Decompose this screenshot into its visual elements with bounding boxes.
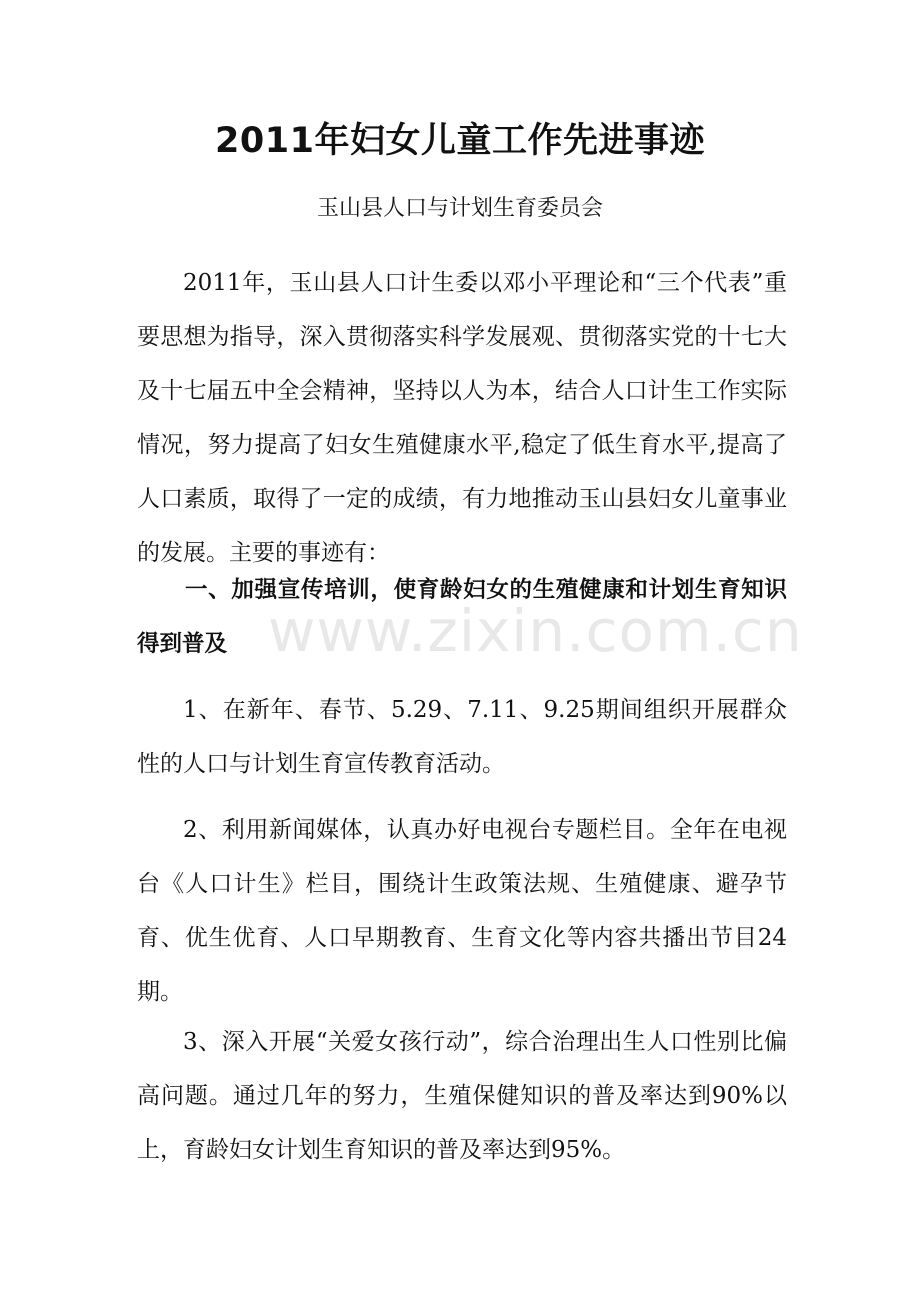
item-paragraph-2: 2、利用新闻媒体，认真办好电视台专题栏目。全年在电视台《人口计生》栏目，围绕计生政策法规、生殖健康、避孕节育、优生优育、人口早期教育、生育文化等内容共播出节目24期。: [137, 817, 787, 1005]
watermark-text: www.zixin.com.cn: [268, 597, 803, 665]
intro-paragraph: 2011年，玉山县人口计生委以邓小平理论和“三个代表”重要思想为指导，深入贯彻落实科学发展观、贯彻落实党的十七大及十七届五中全会精神，坚持以人为本，结合人口计生工作实际情况，努力提高了妇女生殖健康水平,稳定了低生育水平,提高了人口素质，取得了一定的成绩，有力地推动玉山县妇女儿童事业的发展。主要的事迹有：: [137, 270, 787, 566]
section-heading: 一、加强宣传培训，使育龄妇女的生殖健康和计划生育知识得到普及: [137, 577, 787, 657]
document-subtitle: 玉山县人口与计划生育委员会: [316, 196, 603, 221]
item-paragraph-3: 3、深入开展“关爱女孩行动”，综合治理出生人口性别比偏高问题。通过几年的努力，生殖保健知识的普及率达到90%以上，育龄妇女计划生育知识的普及率达到95%。: [137, 1029, 787, 1163]
document-title: 2011年妇女儿童工作先进事迹: [215, 121, 705, 161]
item-paragraph-1: 1、在新年、春节、5.29、7.11、9.25期间组织开展群众性的人口与计划生育宣传教育活动。: [137, 697, 787, 777]
